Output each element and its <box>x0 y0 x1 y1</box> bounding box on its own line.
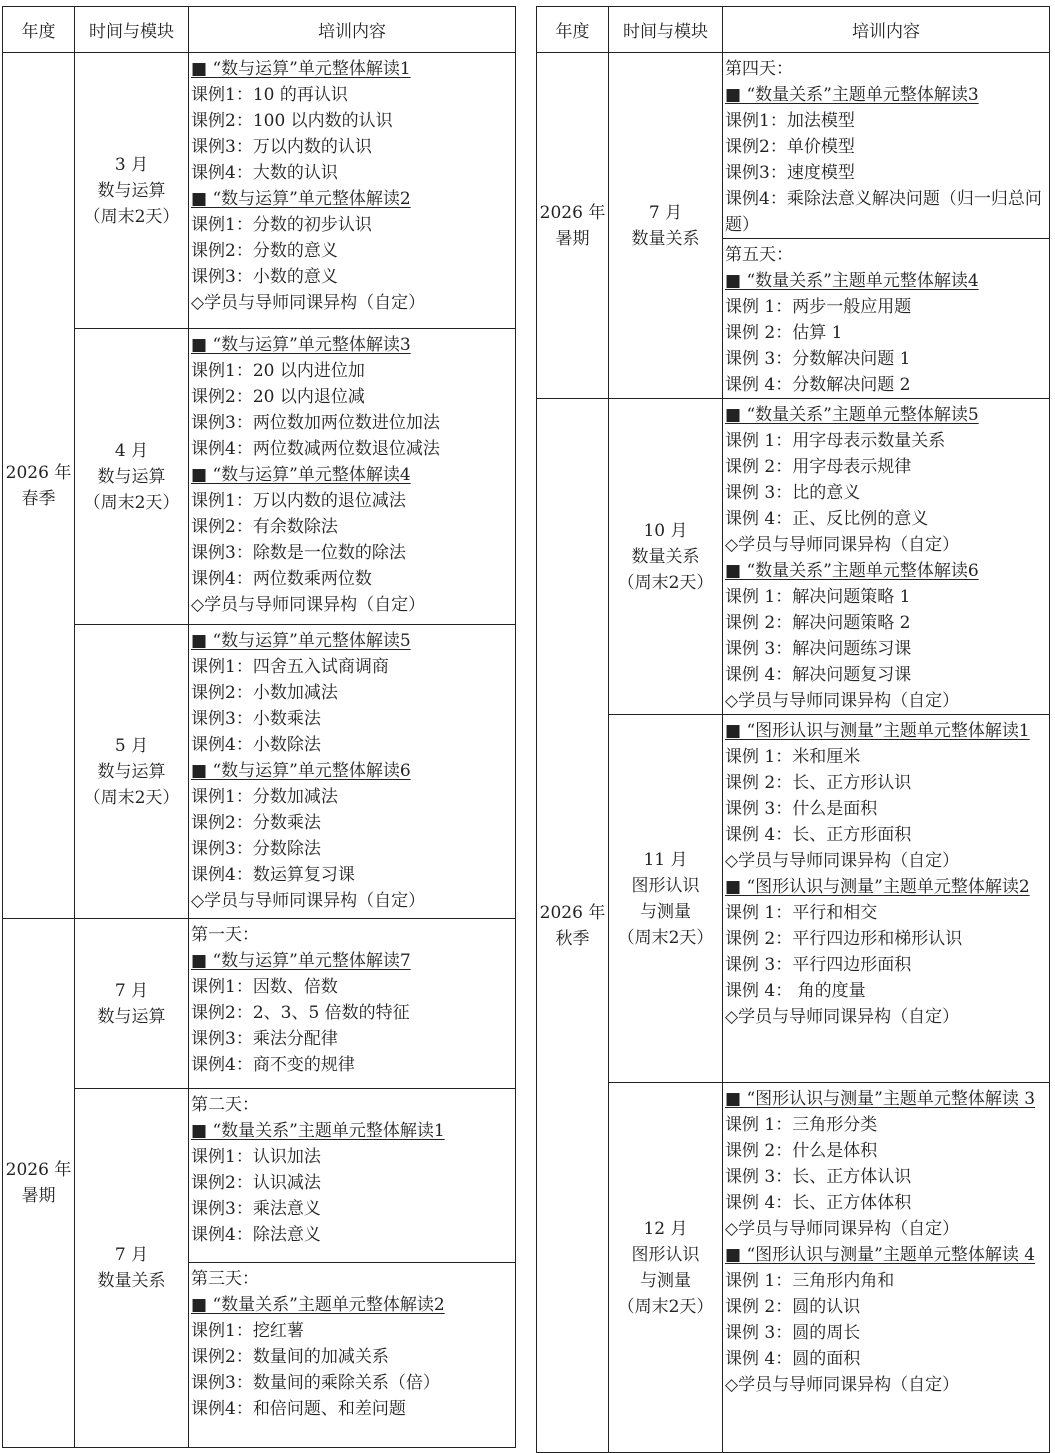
lesson-item: 课例1：挖红薯 <box>191 1321 304 1341</box>
lesson-item: 课例4：乘除法意义解决问题（归一归总问题） <box>725 189 1042 235</box>
lesson-item: 课例1：因数、倍数 <box>191 977 338 997</box>
lesson-item: 课例2：20 以内退位减 <box>191 387 365 407</box>
lesson-item: ◇学员与导师同课异构（自定） <box>725 1219 960 1239</box>
unit-heading: ■ “数量关系”主题单元整体解读4 <box>725 271 979 291</box>
table-row <box>3 329 516 625</box>
lesson-item: 课例4：和倍问题、和差问题 <box>191 1399 406 1419</box>
table-row <box>537 53 1050 239</box>
table-row <box>3 625 516 919</box>
header-time-module: 时间与模块 <box>609 7 723 53</box>
lesson-item: 课例1：四舍五入试商调商 <box>191 657 389 677</box>
time-module-cell: 7 月 数量关系 <box>609 53 723 399</box>
unit-heading: ■ “图形认识与测量”主题单元整体解读 3 <box>725 1089 1036 1109</box>
lesson-item: ◇学员与导师同课异构（自定） <box>725 535 960 555</box>
lesson-item: 课例2：有余数除法 <box>191 517 338 537</box>
time-module-cell: 4 月 数与运算 （周末2天） <box>75 329 189 625</box>
lesson-item: 课例 3：分数解决问题 1 <box>725 349 911 369</box>
lesson-item: ◇学员与导师同课异构（自定） <box>191 595 426 615</box>
lesson-item: 课例 2：用字母表示规律 <box>725 457 912 477</box>
lesson-item: 课例 4： 角的度量 <box>725 981 866 1001</box>
time-module-cell: 10 月 数量关系 （周末2天） <box>609 399 723 715</box>
lesson-item: 课例 3：什么是面积 <box>725 799 878 819</box>
lesson-item: 课例 4：长、正方体体积 <box>725 1193 912 1213</box>
lesson-item: 课例 3：平行四边形面积 <box>725 955 912 975</box>
lesson-item: 课例4：两位数乘两位数 <box>191 569 372 589</box>
lesson-item: 课例 3：解决问题练习课 <box>725 639 912 659</box>
lesson-item: 课例3：两位数加两位数进位加法 <box>191 413 440 433</box>
lesson-item: 课例4：商不变的规律 <box>191 1055 355 1075</box>
content-cell <box>723 399 1050 715</box>
time-module-cell: 7 月 数与运算 <box>75 919 189 1089</box>
table-row <box>537 715 1050 1083</box>
unit-heading: ■ “数量关系”主题单元整体解读2 <box>191 1295 445 1315</box>
lesson-item: 课例 1：三角形内角和 <box>725 1271 895 1291</box>
table-row <box>537 399 1050 715</box>
time-module-cell: 7 月 数量关系 <box>75 1089 189 1448</box>
unit-heading: ■ “数量关系”主题单元整体解读1 <box>191 1121 445 1141</box>
year-cell: 2026 年 秋季 <box>537 399 609 1453</box>
lesson-item: 课例 3：长、正方体认识 <box>725 1167 912 1187</box>
lesson-item: 课例 3：圆的周长 <box>725 1323 861 1343</box>
unit-heading: ■ “图形认识与测量”主题单元整体解读1 <box>725 721 1030 741</box>
lesson-item: 课例4：除法意义 <box>191 1225 321 1245</box>
year-cell: 2026 年 暑期 <box>3 919 75 1448</box>
content-cell <box>189 919 516 1089</box>
year-cell: 2026 年 春季 <box>3 53 75 919</box>
unit-heading: ■ “数与运算”单元整体解读4 <box>191 465 411 485</box>
lesson-item: 课例2：分数乘法 <box>191 813 321 833</box>
header-content: 培训内容 <box>723 7 1050 53</box>
lesson-item: 课例 4：正、反比例的意义 <box>725 509 929 529</box>
lesson-item: 第三天： <box>191 1269 259 1289</box>
table-row <box>537 1083 1050 1453</box>
unit-heading: ■ “数量关系”主题单元整体解读6 <box>725 561 979 581</box>
lesson-item: 课例1：20 以内进位加 <box>191 361 365 381</box>
lesson-item: 课例2：认识减法 <box>191 1173 321 1193</box>
lesson-item: 课例1：认识加法 <box>191 1147 321 1167</box>
table-row <box>3 53 516 329</box>
lesson-item: 课例3：小数乘法 <box>191 709 321 729</box>
lesson-item: 课例2：100 以内数的认识 <box>191 111 393 131</box>
lesson-item: 课例2：数量间的加减关系 <box>191 1347 389 1367</box>
unit-heading: ■ “图形认识与测量”主题单元整体解读 4 <box>725 1245 1036 1265</box>
lesson-item: 课例 1：米和厘米 <box>725 747 861 767</box>
lesson-item: 课例 2：圆的认识 <box>725 1297 861 1317</box>
lesson-item: 课例 2：估算 1 <box>725 323 843 343</box>
content-cell <box>189 1263 516 1448</box>
lesson-item: 课例3：乘法分配律 <box>191 1029 338 1049</box>
lesson-item: 课例 2：平行四边形和梯形认识 <box>725 929 963 949</box>
content-cell <box>723 53 1050 239</box>
content-cell <box>189 625 516 919</box>
lesson-item: 第一天： <box>191 925 259 945</box>
time-module-cell: 3 月 数与运算 （周末2天） <box>75 53 189 329</box>
header-content: 培训内容 <box>189 7 516 53</box>
lesson-item: 课例1：万以内数的退位减法 <box>191 491 406 511</box>
lesson-item: 课例 2：解决问题策略 2 <box>725 613 911 633</box>
lesson-item: 课例 4：圆的面积 <box>725 1349 861 1369</box>
content-cell <box>723 1083 1050 1453</box>
content-cell <box>189 53 516 329</box>
lesson-item: 第四天： <box>725 59 793 79</box>
table-row <box>3 1089 516 1263</box>
lesson-item: 第二天： <box>191 1095 259 1115</box>
unit-heading: ■ “数与运算”单元整体解读6 <box>191 761 411 781</box>
lesson-item: 课例1：10 的再认识 <box>191 85 348 105</box>
lesson-item: 课例 1：平行和相交 <box>725 903 878 923</box>
lesson-item: 课例1：加法模型 <box>725 111 855 131</box>
time-module-cell: 12 月 图形认识 与测量 （周末2天） <box>609 1083 723 1453</box>
lesson-item: ◇学员与导师同课异构（自定） <box>725 1007 960 1027</box>
unit-heading: ■ “数与运算”单元整体解读1 <box>191 59 411 79</box>
lesson-item: ◇学员与导师同课异构（自定） <box>725 691 960 711</box>
lesson-item: 第五天： <box>725 245 793 265</box>
lesson-item: 课例3：除数是一位数的除法 <box>191 543 406 563</box>
lesson-item: 课例3：乘法意义 <box>191 1199 321 1219</box>
lesson-item: 课例4：小数除法 <box>191 735 321 755</box>
lesson-item: ◇学员与导师同课异构（自定） <box>725 851 960 871</box>
lesson-item: 课例 4：长、正方形面积 <box>725 825 912 845</box>
lesson-item: 课例 1：两步一般应用题 <box>725 297 912 317</box>
lesson-item: 课例4：数运算复习课 <box>191 865 355 885</box>
training-table-right <box>536 6 1050 1453</box>
content-cell <box>189 329 516 625</box>
time-module-cell: 5 月 数与运算 （周末2天） <box>75 625 189 919</box>
header-year: 年度 <box>537 7 609 53</box>
training-table-left <box>2 6 516 1448</box>
content-cell <box>723 239 1050 399</box>
lesson-item: 课例 2：长、正方形认识 <box>725 773 912 793</box>
lesson-item: 课例3：小数的意义 <box>191 267 338 287</box>
lesson-item: ◇学员与导师同课异构（自定） <box>191 293 426 313</box>
table-row <box>3 919 516 1089</box>
lesson-item: 课例 1：用字母表示数量关系 <box>725 431 946 451</box>
content-cell <box>189 1089 516 1263</box>
lesson-item: 课例 4：解决问题复习课 <box>725 665 912 685</box>
lesson-item: 课例3：数量间的乘除关系（倍） <box>191 1373 440 1393</box>
lesson-item: 课例 1：解决问题策略 1 <box>725 587 911 607</box>
lesson-item: 课例 3：比的意义 <box>725 483 861 503</box>
lesson-item: 课例4：大数的认识 <box>191 163 338 183</box>
header-year: 年度 <box>3 7 75 53</box>
lesson-item: ◇学员与导师同课异构（自定） <box>191 891 426 911</box>
lesson-item: ◇学员与导师同课异构（自定） <box>725 1375 960 1395</box>
lesson-item: 课例 1：三角形分类 <box>725 1115 878 1135</box>
lesson-item: 课例2：2、3、5 倍数的特征 <box>191 1003 410 1023</box>
lesson-item: 课例2：单价模型 <box>725 137 855 157</box>
year-cell: 2026 年 暑期 <box>537 53 609 399</box>
lesson-item: 课例3：万以内数的认识 <box>191 137 372 157</box>
lesson-item: 课例 2：什么是体积 <box>725 1141 878 1161</box>
unit-heading: ■ “数与运算”单元整体解读7 <box>191 951 411 971</box>
lesson-item: 课例2：小数加减法 <box>191 683 338 703</box>
lesson-item: 课例2：分数的意义 <box>191 241 338 261</box>
unit-heading: ■ “数量关系”主题单元整体解读5 <box>725 405 979 425</box>
unit-heading: ■ “数与运算”单元整体解读3 <box>191 335 411 355</box>
unit-heading: ■ “图形认识与测量”主题单元整体解读2 <box>725 877 1030 897</box>
content-cell <box>723 715 1050 1083</box>
time-module-cell: 11 月 图形认识 与测量 （周末2天） <box>609 715 723 1083</box>
lesson-item: 课例 4：分数解决问题 2 <box>725 375 911 395</box>
lesson-item: 课例1：分数加减法 <box>191 787 338 807</box>
unit-heading: ■ “数与运算”单元整体解读5 <box>191 631 411 651</box>
lesson-item: 课例3：分数除法 <box>191 839 321 859</box>
unit-heading: ■ “数与运算”单元整体解读2 <box>191 189 411 209</box>
lesson-item: 课例3：速度模型 <box>725 163 855 183</box>
lesson-item: 课例4：两位数减两位数退位减法 <box>191 439 440 459</box>
unit-heading: ■ “数量关系”主题单元整体解读3 <box>725 85 979 105</box>
header-time-module: 时间与模块 <box>75 7 189 53</box>
lesson-item: 课例1：分数的初步认识 <box>191 215 372 235</box>
